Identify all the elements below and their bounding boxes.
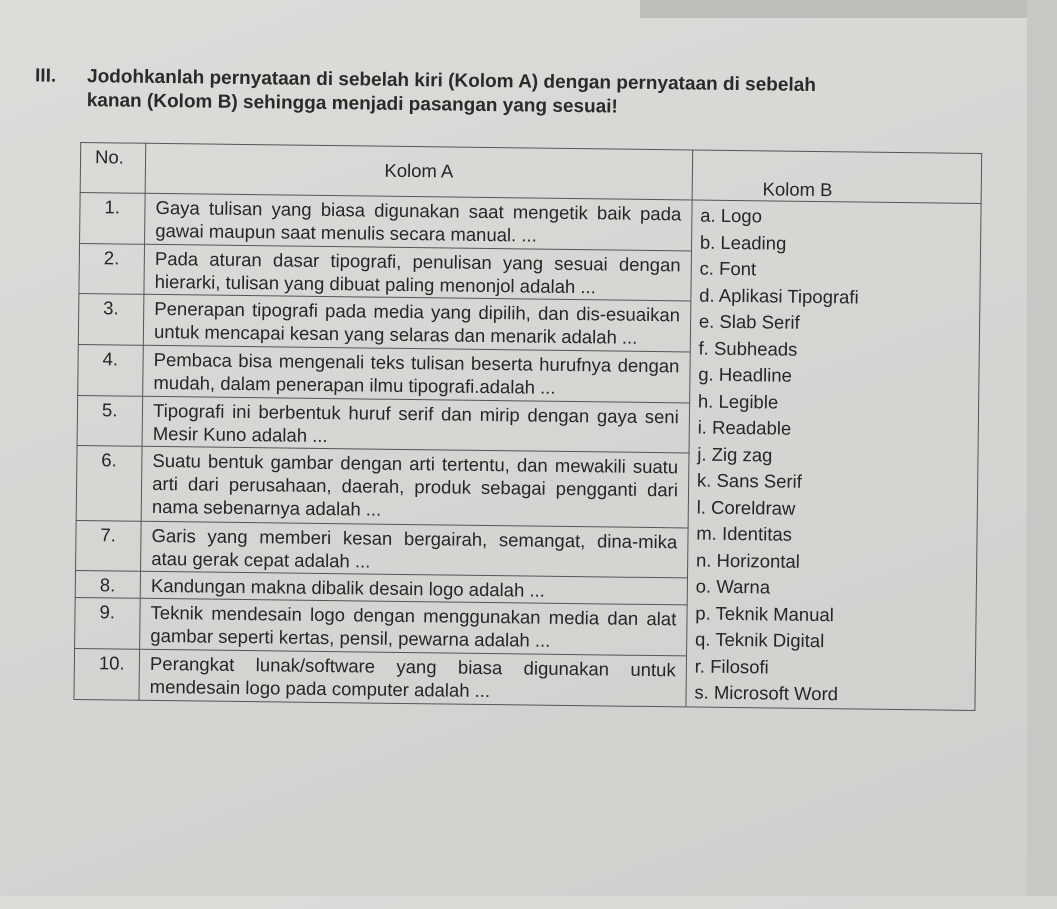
option-item: q. Teknik Digital: [694, 628, 825, 652]
section-heading: [35, 64, 1036, 124]
row-number: 5.: [77, 395, 143, 446]
statement-a: Pembaca bisa mengenali teks tulisan beserta hurufnya dengan mudah, dalam penerapan ilmu tipografi.adalah ...: [143, 345, 690, 402]
option-item: s. Microsoft Word: [694, 681, 839, 705]
option-item: j. Zig zag: [697, 443, 773, 465]
option-item: d. Aplikasi Tipografi: [699, 284, 859, 308]
statement-a: Suatu bentuk gambar dengan arti tertentu, dan mewakili suatu arti dari perusahaan, daerah, produk sebagai pengganti dari nama sebenarnya adalah ...: [141, 446, 689, 527]
kolom-b-list: [686, 200, 981, 710]
row-number: 8.: [75, 571, 140, 599]
option-item: f. Subheads: [698, 337, 798, 360]
option-item: a. Logo: [700, 204, 763, 227]
row-number: 9.: [75, 598, 141, 649]
statement-a: Kandungan makna dibalik desain logo adalah ...: [140, 572, 687, 606]
option-item: o. Warna: [695, 575, 771, 598]
option-item: n. Horizontal: [695, 549, 801, 572]
statement-a: Teknik mendesain logo dengan menggunakan media dan alat gambar seperti kertas, pensil, pewarna adalah ...: [140, 598, 687, 655]
row-number: 10.: [74, 648, 140, 700]
heading-line-2: kanan (Kolom B) sehingga menjadi pasangan yang sesuai!: [86, 90, 618, 118]
option-item: c. Font: [699, 257, 757, 280]
row-number: 3.: [78, 294, 144, 345]
option-item: k. Sans Serif: [696, 469, 803, 492]
matching-table: [73, 142, 982, 710]
statement-a: Garis yang memberi kesan bergairah, semangat, dina-mika atau gerak cepat adalah ...: [141, 521, 688, 578]
heading-text-1: Jodohkanlah pernyataan di sebelah kiri (Kolom A) dengan pernyataan di sebelah: [86, 66, 817, 96]
statement-a: Perangkat lunak/software yang biasa digunakan untuk mendesain logo pada computer adalah ...: [139, 649, 686, 706]
option-item: m. Identitas: [696, 522, 793, 545]
row-number: 7.: [76, 520, 142, 571]
header-kolom-b: Kolom B: [692, 150, 982, 204]
row-number: 1.: [80, 192, 146, 243]
option-item: p. Teknik Manual: [695, 602, 834, 625]
option-item: b. Leading: [699, 231, 787, 254]
option-item: g. Headline: [698, 363, 793, 386]
row-number: 4.: [78, 344, 144, 395]
option-item: i. Readable: [697, 416, 792, 439]
statement-a: Penerapan tipografi pada media yang dipilih, dan dis-esuaikan untuk mencapai kesan yang selaras dan menarik adalah ...: [143, 295, 690, 352]
header-no: No.: [80, 142, 146, 193]
row-number: 2.: [79, 243, 145, 294]
option-item: e. Slab Serif: [698, 310, 800, 333]
option-item: l. Coreldraw: [696, 496, 796, 519]
statement-a: Tipografi ini berbentuk huruf serif dan mirip dengan gaya seni Mesir Kuno adalah ...: [142, 396, 689, 453]
header-kolom-a: Kolom A: [145, 143, 692, 200]
statement-a: Pada aturan dasar tipografi, penulisan yang sesuai dengan hierarki, tulisan yang dibuat paling menonjol adalah ...: [144, 244, 691, 301]
statement-a: Gaya tulisan yang biasa digunakan saat mengetik baik pada gawai maupun saat menulis secara manual. ...: [145, 193, 692, 250]
row-number: 6.: [76, 446, 142, 521]
option-item: h. Legible: [697, 390, 779, 413]
option-item: r. Filosofi: [694, 655, 769, 677]
section-number: III.: [34, 65, 57, 87]
